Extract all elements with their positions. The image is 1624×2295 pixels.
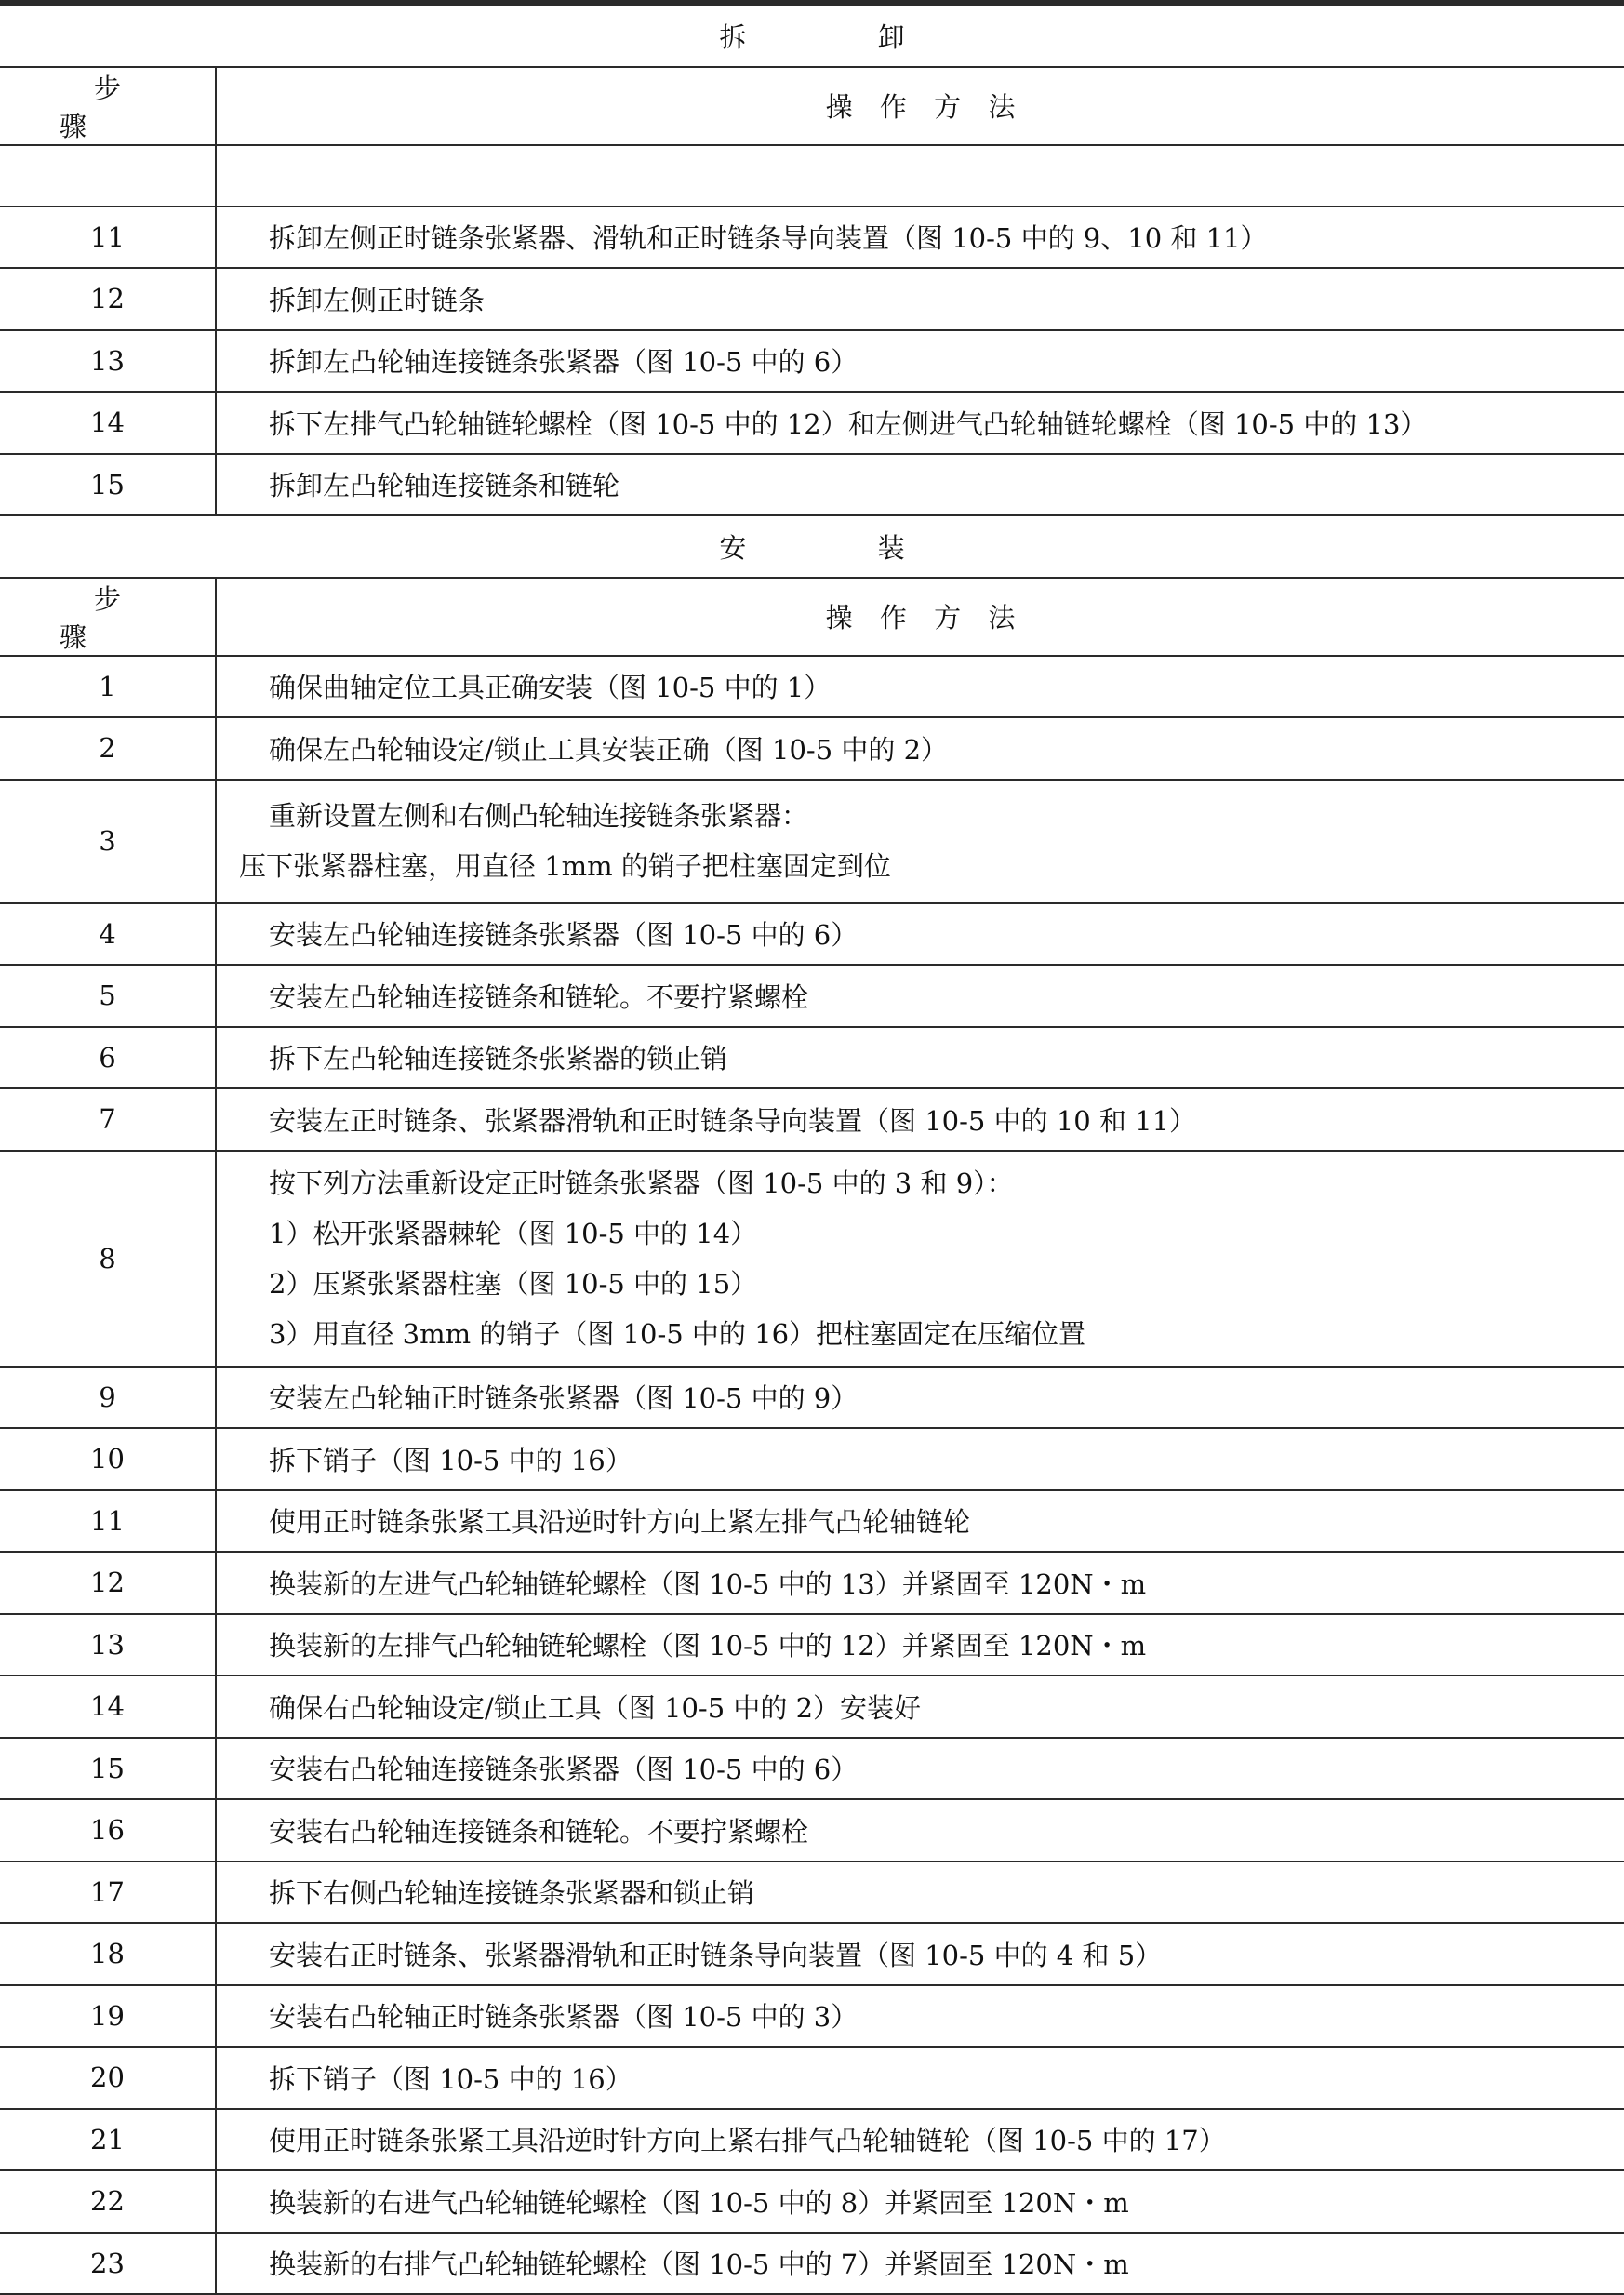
method-cell: 安装右凸轮轴连接链条和链轮。不要拧紧螺栓	[216, 1799, 1624, 1861]
step-cell: 23	[0, 2233, 216, 2295]
method-cell: 使用正时链条张紧工具沿逆时针方向上紧右排气凸轮轴链轮（图 10-5 中的 17）	[216, 2109, 1624, 2171]
method-line: 按下列方法重新设定正时链条张紧器（图 10-5 中的 3 和 9）：	[269, 1167, 1014, 1199]
method-cell: 安装右凸轮轴连接链条张紧器（图 10-5 中的 6）	[216, 1738, 1624, 1800]
method-cell: 使用正时链条张紧工具沿逆时针方向上紧左排气凸轮轴链轮	[216, 1490, 1624, 1553]
method-cell: 确保曲轴定位工具正确安装（图 10-5 中的 1）	[216, 656, 1624, 718]
method-cell: 确保右凸轮轴设定/锁止工具（图 10-5 中的 2）安装好	[216, 1675, 1624, 1738]
method-cell: 拆下销子（图 10-5 中的 16）	[216, 1428, 1624, 1490]
step-cell: 4	[0, 903, 216, 966]
step-cell: 7	[0, 1088, 216, 1151]
method-cell: 换装新的右排气凸轮轴链轮螺栓（图 10-5 中的 7）并紧固至 120N・m	[216, 2233, 1624, 2295]
table-row	[0, 268, 1624, 330]
method-line: 压下张紧器柱塞，用直径 1mm 的销子把柱塞固定到位	[239, 850, 891, 882]
step-cell: 10	[0, 1428, 216, 1490]
procedure-table	[0, 4, 1624, 2295]
method-cell: 安装左凸轮轴连接链条和链轮。不要拧紧螺栓	[216, 965, 1624, 1027]
step-cell: 22	[0, 2170, 216, 2233]
method-cell: 拆下左凸轮轴连接链条张紧器的锁止销	[216, 1027, 1624, 1089]
step-cell: 21	[0, 2109, 216, 2171]
installation-header-row	[0, 578, 1624, 656]
installation-section-title-row	[0, 515, 1624, 578]
step-cell: 12	[0, 268, 216, 330]
table-row	[0, 717, 1624, 780]
method-line: 3）用直径 3mm 的销子（图 10-5 中的 16）把柱塞固定在压缩位置	[269, 1317, 1086, 1350]
removal-header-step: 步 骤	[0, 67, 216, 145]
method-cell: 拆卸左侧正时链条	[216, 268, 1624, 330]
step-cell: 18	[0, 1923, 216, 1985]
removal-blank-row	[0, 145, 1624, 207]
step-cell: 15	[0, 1738, 216, 1800]
step-cell: 13	[0, 1614, 216, 1676]
removal-header-method: 操 作 方 法	[216, 67, 1624, 145]
removal-section-title: 拆 卸	[0, 5, 1624, 67]
method-cell: 拆卸左侧正时链条张紧器、滑轨和正时链条导向装置（图 10-5 中的 9、10 和 11）	[216, 207, 1624, 269]
table-row	[0, 1552, 1624, 1614]
table-row	[0, 1923, 1624, 1985]
method-line: 重新设置左侧和右侧凸轮轴连接链条张紧器：	[269, 800, 809, 832]
step-cell: 9	[0, 1367, 216, 1429]
table-row	[0, 330, 1624, 393]
method-cell: 换装新的左进气凸轮轴链轮螺栓（图 10-5 中的 13）并紧固至 120N・m	[216, 1552, 1624, 1614]
step-cell: 3	[0, 780, 216, 903]
step-cell: 14	[0, 392, 216, 454]
table-row	[0, 1027, 1624, 1089]
step-cell: 11	[0, 1490, 216, 1553]
method-cell	[216, 145, 1624, 207]
table-row	[0, 965, 1624, 1027]
removal-header-row	[0, 67, 1624, 145]
method-cell: 安装右正时链条、张紧器滑轨和正时链条导向装置（图 10-5 中的 4 和 5）	[216, 1923, 1624, 1985]
table-row	[0, 1428, 1624, 1490]
step-cell: 11	[0, 207, 216, 269]
method-cell: 拆卸左凸轮轴连接链条张紧器（图 10-5 中的 6）	[216, 330, 1624, 393]
method-cell: 换装新的左排气凸轮轴链轮螺栓（图 10-5 中的 12）并紧固至 120N・m	[216, 1614, 1624, 1676]
step-cell: 16	[0, 1799, 216, 1861]
table-row	[0, 2109, 1624, 2171]
table-row	[0, 1985, 1624, 2048]
step-cell: 2	[0, 717, 216, 780]
step-cell: 12	[0, 1552, 216, 1614]
method-line: 2）压紧张紧器柱塞（图 10-5 中的 15）	[269, 1267, 758, 1300]
method-cell: 换装新的右进气凸轮轴链轮螺栓（图 10-5 中的 8）并紧固至 120N・m	[216, 2170, 1624, 2233]
step-cell: 6	[0, 1027, 216, 1089]
table-row	[0, 1088, 1624, 1151]
step-cell: 8	[0, 1151, 216, 1367]
step-cell: 13	[0, 330, 216, 393]
step-cell: 14	[0, 1675, 216, 1738]
table-row	[0, 656, 1624, 718]
table-row	[0, 1490, 1624, 1553]
table-row	[0, 2233, 1624, 2295]
table-row	[0, 1614, 1624, 1676]
method-cell	[216, 1151, 1624, 1367]
method-cell: 拆下左排气凸轮轴链轮螺栓（图 10-5 中的 12）和左侧进气凸轮轴链轮螺栓（图 10-5 中的 13）	[216, 392, 1624, 454]
method-cell: 拆下销子（图 10-5 中的 16）	[216, 2047, 1624, 2109]
table-row	[0, 903, 1624, 966]
table-row	[0, 454, 1624, 516]
installation-section-title: 安 装	[0, 515, 1624, 578]
table-row	[0, 207, 1624, 269]
method-cell: 安装左凸轮轴正时链条张紧器（图 10-5 中的 9）	[216, 1367, 1624, 1429]
table-row	[0, 780, 1624, 903]
method-cell: 安装左正时链条、张紧器滑轨和正时链条导向装置（图 10-5 中的 10 和 11）	[216, 1088, 1624, 1151]
step-cell: 19	[0, 1985, 216, 2048]
table-row	[0, 1151, 1624, 1367]
table-row	[0, 2170, 1624, 2233]
step-cell	[0, 145, 216, 207]
method-cell	[216, 780, 1624, 903]
step-cell: 5	[0, 965, 216, 1027]
table-row	[0, 392, 1624, 454]
table-row	[0, 1367, 1624, 1429]
method-cell: 拆下右侧凸轮轴连接链条张紧器和锁止销	[216, 1861, 1624, 1924]
step-cell: 1	[0, 656, 216, 718]
table-row	[0, 2047, 1624, 2109]
method-line: 1）松开张紧器棘轮（图 10-5 中的 14）	[269, 1217, 758, 1249]
table-row	[0, 1861, 1624, 1924]
installation-header-method: 操 作 方 法	[216, 578, 1624, 656]
method-cell: 确保左凸轮轴设定/锁止工具安装正确（图 10-5 中的 2）	[216, 717, 1624, 780]
method-cell: 安装左凸轮轴连接链条张紧器（图 10-5 中的 6）	[216, 903, 1624, 966]
step-cell: 15	[0, 454, 216, 516]
removal-section-title-row	[0, 5, 1624, 67]
table-row	[0, 1799, 1624, 1861]
installation-header-step: 步 骤	[0, 578, 216, 656]
table-row	[0, 1675, 1624, 1738]
method-cell: 安装右凸轮轴正时链条张紧器（图 10-5 中的 3）	[216, 1985, 1624, 2048]
table-row	[0, 1738, 1624, 1800]
step-cell: 20	[0, 2047, 216, 2109]
step-cell: 17	[0, 1861, 216, 1924]
method-cell: 拆卸左凸轮轴连接链条和链轮	[216, 454, 1624, 516]
